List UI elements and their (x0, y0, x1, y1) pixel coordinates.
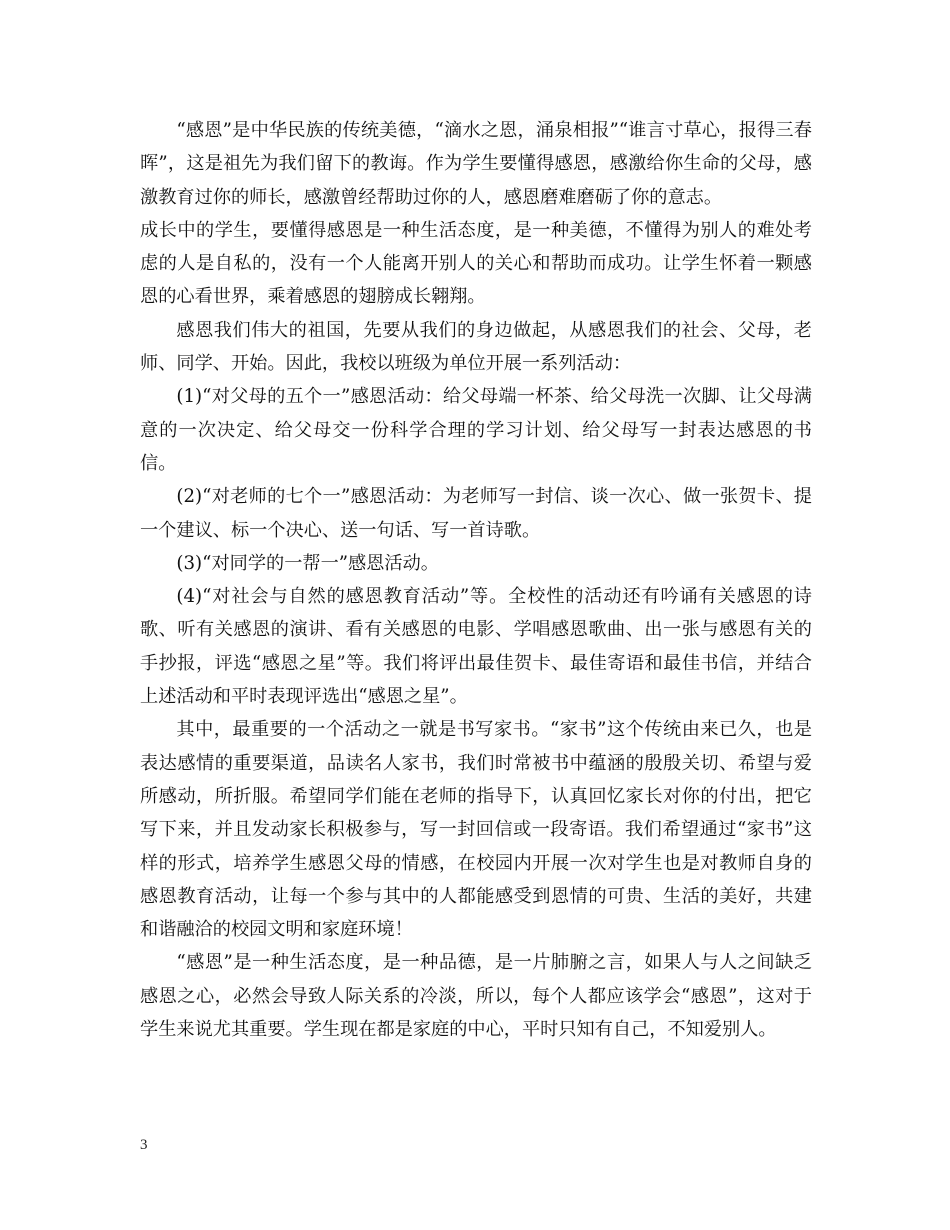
paragraph-activity-society: (4)“对社会与自然的感恩教育活动”等。全校性的活动还有吟诵有关感恩的诗歌、听有关感恩的演讲、看有关感恩的电影、学唱感恩歌曲、出一张与感恩有关的手抄报，评选“感恩之星”等。我们将评出最佳贺卡、最佳寄语和最佳书信，并结合上述活动和平时表现评选出“感恩之星”。 (140, 586, 812, 708)
paragraph-family-letters: 其中，最重要的一个活动之一就是书写家书。“家书”这个传统由来已久，也是表达感情的重要渠道，品读名人家书，我们时常被书中蕴涵的殷殷关切、希望与爱所感动，所折服。希望同学们能在老师的指导下，认真回忆家长对你的付出，把它写下来，并且发动家长积极参与，写一封回信或一段寄语。我们希望通过“家书”这样的形式，培养学生感恩父母的情感，在校园内开展一次对学生也是对教师自身的感恩教育活动，让每一个参与其中的人都能感受到恩情的可贵、生活的美好，共建和谐融洽的校园文明和家庭环境！ (140, 719, 812, 941)
page-number: 3 (140, 1137, 148, 1153)
paragraph-activity-teachers: (2)“对老师的七个一”感恩活动：为老师写一封信、谈一次心、做一张贺卡、提一个建议、标一个决心、送一句话、写一首诗歌。 (140, 486, 812, 541)
paragraph-gratitude-attitude: “感恩”是一种生活态度，是一种品德，是一片肺腑之言，如果人与人之间缺乏感恩之心，必然会导致人际关系的冷淡，所以，每个人都应该学会“感恩”，这对于学生来说尤其重要。学生现在都是家庭的中心，平时只知有自己，不知爱别人。 (140, 952, 812, 1041)
paragraph-activity-classmates: (3)“对同学的一帮一”感恩活动。 (176, 552, 439, 574)
paragraph-gratitude-tradition: “感恩”是中华民族的传统美德，“滴水之恩，涌泉相报”“谁言寸草心，报得三春晖”，这是祖先为我们留下的教诲。作为学生要懂得感恩，感激给你生命的父母，感激教育过你的师长，感激曾经帮助过你的人，感恩磨难磨砺了你的意志。 (140, 120, 812, 208)
body-text (140, 114, 812, 1046)
paragraph-growing-students: 成长中的学生，要懂得感恩是一种生活态度，是一种美德，不懂得为别人的难处考虑的人是自私的，没有一个人能离开别人的关心和帮助而成功。让学生怀着一颗感恩的心看世界，乘着感恩的翅膀成长翱翔。 (140, 219, 812, 308)
paragraph-motherland: 感恩我们伟大的祖国，先要从我们的身边做起，从感恩我们的社会、父母，老师、同学、开始。因此，我校以班级为单位开展一系列活动： (140, 319, 812, 375)
paragraph-activity-parents: (1)“对父母的五个一”感恩活动：给父母端一杯茶、给父母洗一次脚、让父母满意的一次决定、给父母交一份科学合理的学习计划、给父母写一封表达感恩的书信。 (140, 386, 812, 474)
